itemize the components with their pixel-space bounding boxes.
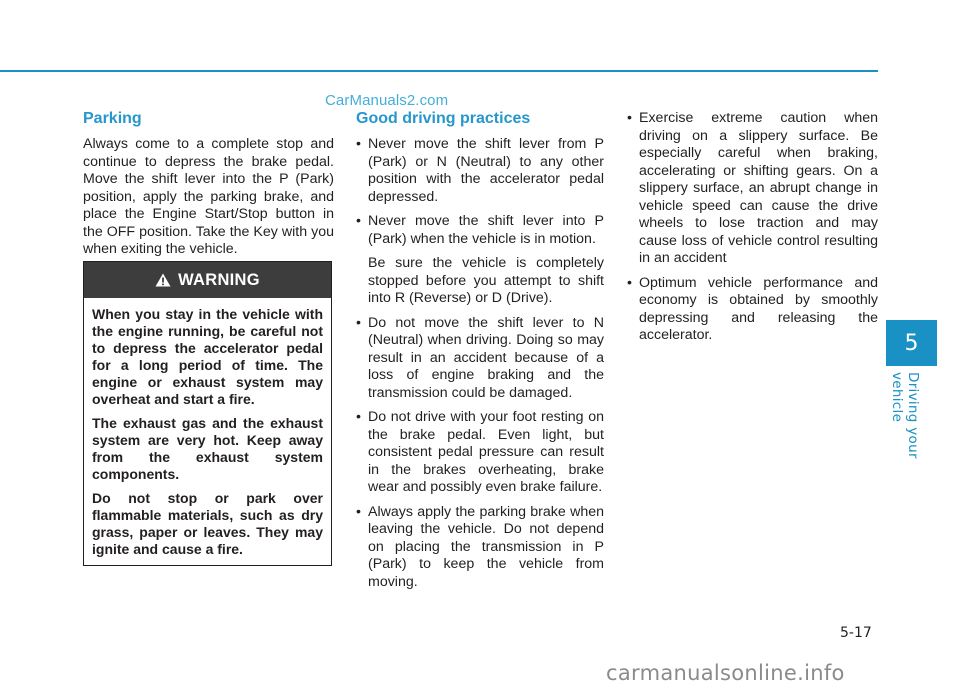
list-item bbox=[356, 136, 604, 206]
good-driving-title: Good driving practices bbox=[356, 110, 531, 127]
warning-label: WARNING bbox=[178, 270, 260, 289]
list-item-note: Be sure the vehicle is completely stopped before you attempt to shift into R (Reverse) or D (Drive). bbox=[368, 255, 604, 306]
watermark-top: CarManuals2.com bbox=[325, 92, 449, 109]
warning-body bbox=[84, 298, 331, 558]
list-item bbox=[356, 409, 604, 497]
watermark-bottom: carmanualsonline.info bbox=[606, 661, 845, 685]
chapter-title: Driving your vehicle bbox=[889, 372, 921, 459]
warning-box bbox=[83, 261, 332, 566]
list-item bbox=[356, 315, 604, 403]
list-item bbox=[627, 275, 878, 345]
good-driving-list bbox=[356, 136, 604, 598]
list-item-text: Optimum vehicle performance and economy is obtained by smoothly depressing and releasing the accelerator. bbox=[639, 274, 878, 343]
header-rule bbox=[0, 70, 878, 72]
list-item bbox=[356, 504, 604, 592]
list-item bbox=[356, 213, 604, 308]
warning-header bbox=[84, 262, 331, 298]
list-item-text: Never move the shift lever into P (Park) when the vehicle is in motion. bbox=[368, 213, 604, 247]
chapter-tab bbox=[886, 320, 937, 366]
list-item-text: Do not move the shift lever to N (Neutral) when driving. Doing so may result in an accident because of a loss of engine braking and the transmission could be damaged. bbox=[368, 314, 604, 401]
warning-triangle-icon bbox=[155, 273, 171, 287]
warning-paragraph: Do not stop or park over flammable materials, such as dry grass, paper or leaves. They may ignite and cause a fire. bbox=[92, 490, 323, 557]
parking-text: Always come to a complete stop and continue to depress the brake pedal. Move the shift lever into the P (Park) position, apply the parking brake, and place the Engine Start/Stop button in the OFF position. Take the Key with you when exiting the vehicle. bbox=[83, 136, 334, 257]
parking-title: Parking bbox=[83, 110, 142, 127]
list-item-text: Exercise extreme caution when driving on a slippery surface. Be especially careful when braking, accelerating or shifting gears. On a slippery surface, an abrupt change in vehicle speed can cause the drive wheels to lose traction and may cause loss of vehicle control resulting in an accident bbox=[639, 110, 878, 266]
right-column-list bbox=[627, 110, 878, 352]
list-item-text: Do not drive with your foot resting on the brake pedal. Even light, but consistent pedal pressure can result in the brakes overheating, brake wear and possibly even brake failure. bbox=[368, 409, 604, 495]
list-item bbox=[627, 110, 878, 268]
warning-paragraph: The exhaust gas and the exhaust system are very hot. Keep away from the exhaust system components. bbox=[92, 415, 323, 482]
list-item-text: Never move the shift lever from P (Park) or N (Neutral) to any other position with the accelerator pedal depressed. bbox=[368, 136, 604, 205]
page-number: 5-17 bbox=[840, 625, 872, 641]
list-item-text: Always apply the parking brake when leaving the vehicle. Do not depend on placing the transmission in P (Park) to keep the vehicle from moving. bbox=[368, 503, 604, 590]
warning-paragraph: When you stay in the vehicle with the engine running, be careful not to depress the accelerator pedal for a long period of time. The engine or exhaust system may overheat and start a fire. bbox=[92, 306, 323, 407]
chapter-number: 5 bbox=[904, 330, 919, 356]
